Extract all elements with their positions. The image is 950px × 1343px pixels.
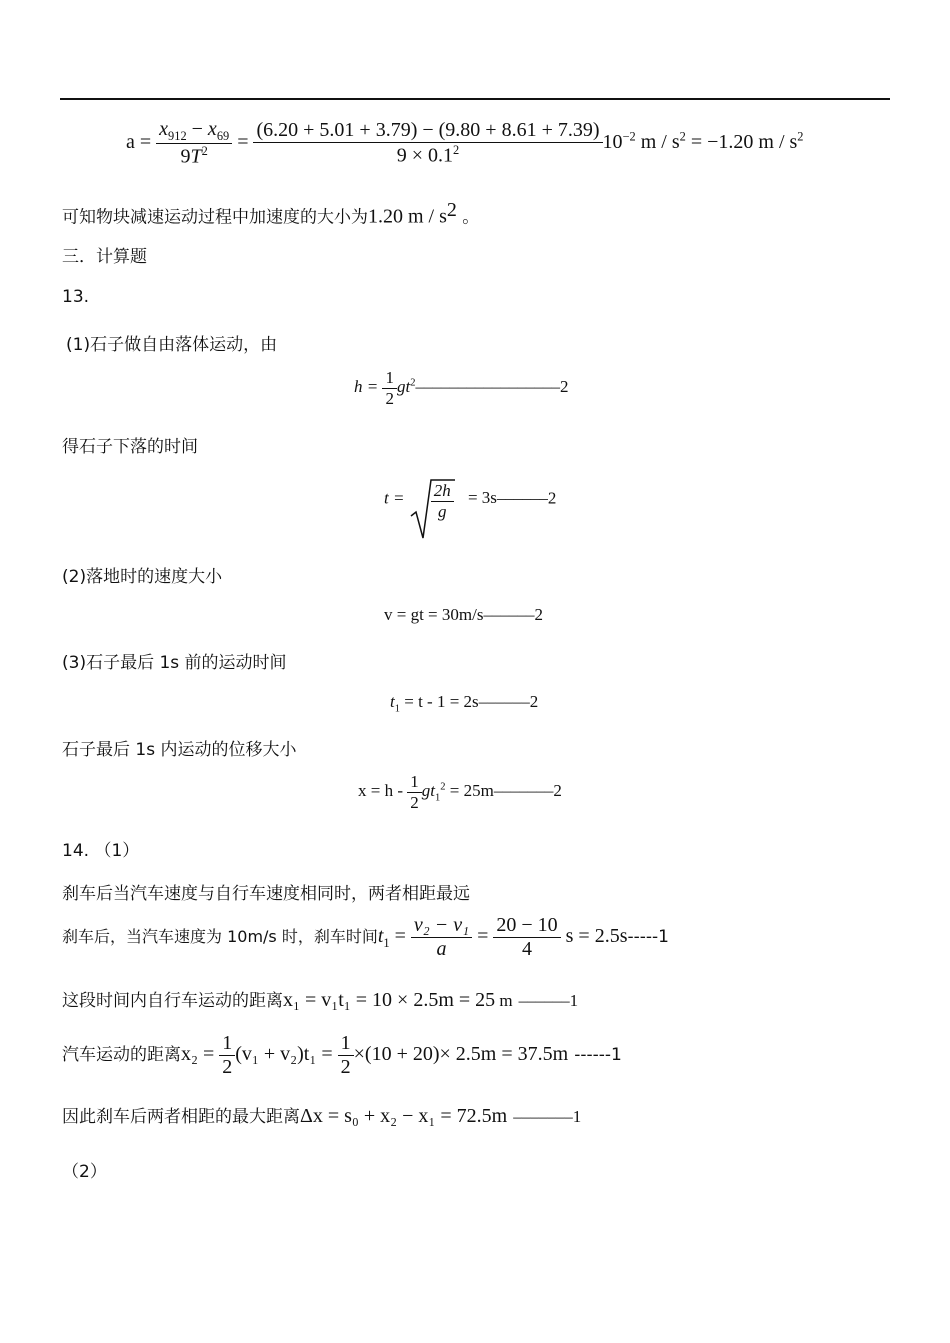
fraction-x-over-9T2 [156, 118, 232, 169]
q14-p5 [62, 1102, 581, 1128]
eq-lhs: a = [126, 131, 152, 154]
den1: a [436, 938, 447, 960]
sup-2: 2 [201, 144, 208, 159]
eq1-lhs: h = [354, 376, 383, 396]
sup-2: 2 [410, 377, 416, 389]
header-rule [60, 98, 890, 100]
conclusion-text: 可知物块减速运动过程中加速度的大小为 [62, 207, 368, 228]
q14-p1: 刹车后当汽车速度与自行车速度相同时，两者相距最远 [62, 884, 470, 904]
lhs: x₂ = [181, 1043, 220, 1066]
sup-neg2: −2 [622, 129, 636, 144]
numeric-denominator: 9 × 0.1 [396, 144, 454, 167]
score-dashes: ––––––––––––––––– [415, 376, 560, 396]
eq5-lhs: x = h - [358, 780, 408, 800]
score-dashes: ----- [627, 927, 659, 948]
q13-p2: 得石子下落的时间 [62, 437, 198, 457]
ten: 10 [602, 131, 623, 154]
sub-1: 1 [383, 936, 390, 951]
q13-p3: (2)落地时的速度大小 [62, 567, 223, 587]
den: 2 [222, 1056, 233, 1078]
fraction-half [407, 772, 422, 812]
q14-number: 14. （1） [62, 841, 140, 861]
equation-acceleration [126, 118, 804, 169]
score: 2 [553, 780, 562, 800]
t1: t [390, 692, 395, 711]
den: 2 [410, 792, 419, 812]
num: 1 [382, 368, 397, 389]
q13-eq2 [384, 478, 556, 521]
p4-text: 汽车运动的距离 [62, 1045, 181, 1066]
sym-x: x [159, 118, 169, 140]
q13-number: 13. [62, 287, 90, 307]
conclusion-value: 1.20 m / s [368, 205, 447, 228]
q14-part2: （2） [62, 1162, 107, 1182]
rhs: ×(10 + 20)× 2.5m = 37.5m [353, 1043, 569, 1066]
rhs: = 25m [445, 780, 494, 800]
sub-912: 912 [168, 129, 187, 143]
eq2-lhs: t = [384, 488, 409, 508]
sup-2: 2 [440, 781, 446, 793]
sup-2: 2 [453, 143, 460, 158]
den: 2 [385, 388, 394, 408]
rhs: = t - 1 = 2s [400, 692, 479, 711]
score: 2 [559, 376, 569, 396]
conclusion-end: 。 [456, 207, 480, 228]
score: 2 [534, 605, 543, 624]
q14-p3 [62, 986, 578, 1012]
q14-p2: 刹车后，当汽车速度为 10m/s 时，刹车时间$t_1$ = $\frac{\text{v₂ − v₁}}{a}$ = $\frac{20 - 10}{4}$ s = 2.5s-----1 [62, 914, 669, 960]
num2: 20 − 10 [493, 914, 560, 938]
gt: gt [421, 780, 435, 800]
score-dashes: –––––– [518, 991, 570, 1010]
formula: Δx = s₀ + x₂ − x₁ = 72.5m [300, 1105, 508, 1127]
sub-1: 1 [434, 792, 441, 804]
score-dashes: ––––––– [513, 1107, 573, 1126]
q13-p5: 石子最后 1s 内运动的位移大小 [62, 740, 297, 760]
fraction-half [382, 368, 397, 408]
section-title: 三．计算题 [62, 247, 147, 267]
p2-text: 刹车后，当汽车速度为 10m/s 时，刹车时间 [62, 927, 378, 947]
sub-1: 1 [394, 703, 400, 715]
sup-2: 2 [446, 199, 457, 221]
conclusion-line [62, 199, 479, 228]
sym-x: x [207, 118, 217, 140]
sup-2: 2 [797, 129, 804, 144]
q13-eq4 [390, 692, 538, 714]
num: 1 [219, 1032, 235, 1056]
num1: v₂ − v₁ [413, 914, 470, 936]
q13-eq1 [354, 368, 568, 408]
rhs: s = 2.5s [560, 925, 628, 948]
q14-p4 [62, 1032, 622, 1079]
num2: 1 [338, 1032, 354, 1056]
fraction-half [338, 1032, 354, 1079]
sqrt [409, 478, 454, 521]
score-dashes: ------ [574, 1045, 611, 1066]
t1: t [377, 925, 384, 948]
formula: x₁ = v₁t₁ = 10 × 2.5m = 25 [283, 989, 496, 1011]
p3-text: 这段时间内自行车运动的距离 [62, 991, 283, 1011]
score: 2 [547, 488, 557, 508]
sup-2: 2 [679, 129, 686, 144]
q13-eq3 [384, 605, 543, 625]
score-dashes: –––––– [483, 605, 535, 624]
den: g [437, 501, 447, 521]
score: 1 [611, 1045, 622, 1066]
num: 2h [433, 481, 451, 500]
score: 1 [569, 991, 579, 1010]
score-dashes: –––––– [478, 692, 530, 711]
score: 2 [529, 692, 539, 711]
numeric-numerator: (6.20 + 5.01 + 3.79) − (9.80 + 8.61 + 7.39) [253, 119, 602, 143]
gt: gt [396, 376, 411, 396]
mid: (v₁ + v₂)t₁ = [235, 1043, 338, 1066]
q13-eq5 [358, 772, 562, 812]
score-dashes: ––––––– [493, 780, 554, 800]
sym-T: T [190, 145, 202, 168]
score-dashes: –––––– [496, 488, 548, 508]
den2: 2 [340, 1056, 351, 1078]
den-9: 9 [180, 145, 191, 168]
sub-69: 69 [216, 129, 230, 143]
unit: m [495, 991, 513, 1010]
minus: − [186, 118, 208, 140]
den2: 4 [521, 938, 532, 960]
unit: m / s [635, 131, 680, 154]
result: = −1.20 m / s [685, 131, 798, 154]
q13-p4: (3)石子最后 1s 前的运动时间 [62, 653, 287, 673]
q13-p1: (1)石子做自由落体运动，由 [66, 335, 278, 355]
sqrt-icon [409, 478, 455, 540]
fraction-half [219, 1032, 235, 1079]
score: 1 [658, 927, 669, 948]
eq3-text: v = gt = 30m/s [384, 605, 484, 624]
fraction-numeric [253, 119, 602, 168]
p5-text: 因此刹车后两者相距的最大距离 [62, 1107, 300, 1127]
fraction-v [411, 914, 472, 961]
num: 1 [407, 772, 422, 793]
rhs: = 3s [463, 488, 497, 508]
fraction-numeric [493, 914, 560, 961]
score: 1 [572, 1107, 582, 1126]
equals: = [237, 131, 249, 154]
